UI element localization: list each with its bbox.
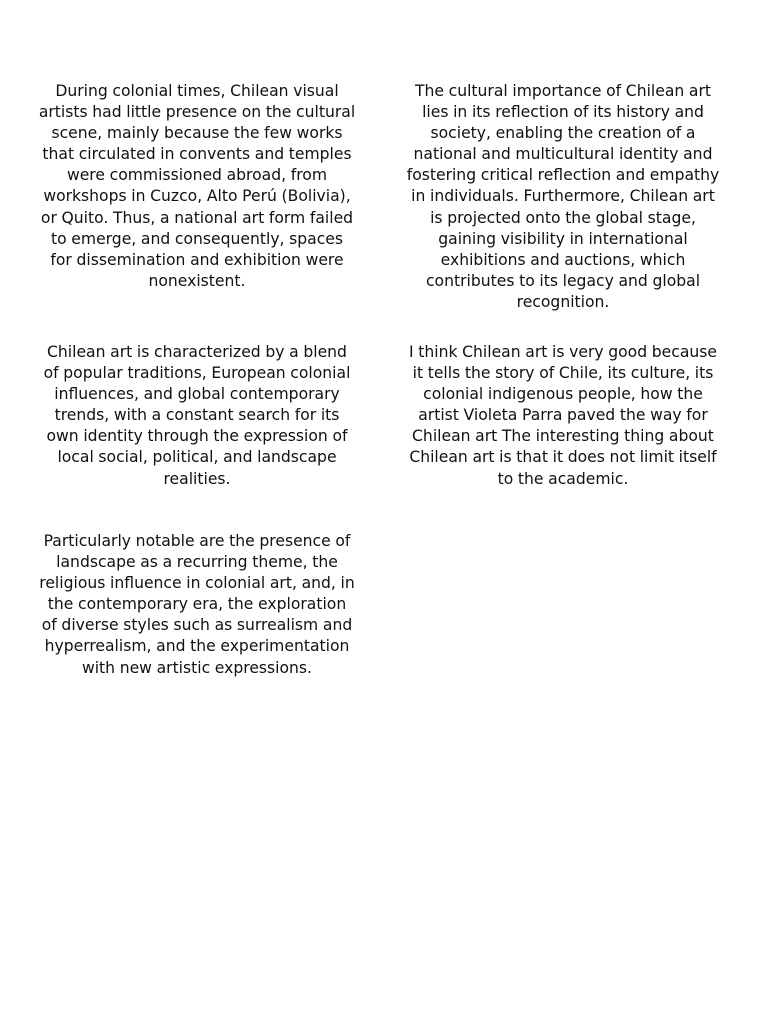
paragraph-characteristics: Chilean art is characterized by a blend of popular traditions, European colonial influences, and global contemporary trends, with a constant search for its own identity through the expression of local social, political, and landscape realities. — [43, 343, 351, 488]
paragraph-colonial-times: During colonial times, Chilean visual artists had little presence on the cultural scene, mainly because the few works that circulated in convents and temples were commissioned abroad, from workshops in Cuzco, Alto Perú (Bolivia), or Quito. Thus, a national art form failed to emerge, and consequently, spaces for dissemination and exhibition were nonexistent. — [38, 82, 356, 290]
paragraph-personal-opinion: I think Chilean art is very good because it tells the story of Chile, its culture, its colonial indigenous people, how the artist Violeta Parra paved the way for Chilean art The interesting thing about Chilean art is that it does not limit itself to the academic. — [408, 343, 717, 488]
paragraph-notable-features: Particularly notable are the presence of landscape as a recurring theme, the religious influence in colonial art, and, in the contemporary era, the exploration of diverse styles such as surrealism and hyperrealism, and the experimentation with new artistic expressions. — [39, 532, 355, 677]
paragraph-cultural-importance: The cultural importance of Chilean art lies in its reflection of its history and society, enabling the creation of a national and multicultural identity and fostering critical reflection and empathy in individuals. Furthermore, Chilean art is projected onto the global stage, gaining visibility in international exhibitions and auctions, which contributes to its legacy and global recognition. — [406, 82, 720, 311]
